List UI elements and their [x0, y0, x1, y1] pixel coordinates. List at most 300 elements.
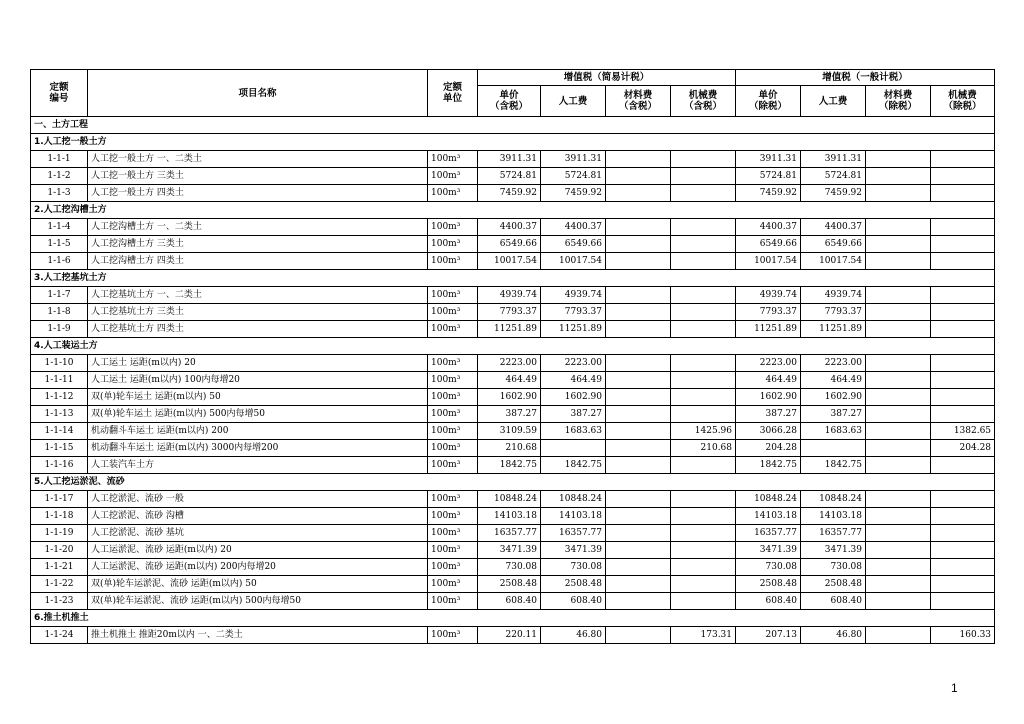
- cell-simple-unit-price: 10848.24: [478, 491, 541, 508]
- cell-simple-unit-price: 16357.77: [478, 525, 541, 542]
- cell-unit: 100m³: [428, 576, 478, 593]
- cell-general-unit-price: 464.49: [736, 372, 801, 389]
- cell-unit: 100m³: [428, 372, 478, 389]
- cell-simple-labor: 14103.18: [541, 508, 606, 525]
- cell-simple-machinery: [671, 168, 736, 185]
- cell-simple-labor: 11251.89: [541, 321, 606, 338]
- cell-simple-machinery: [671, 151, 736, 168]
- cell-general-unit-price: 5724.81: [736, 168, 801, 185]
- cell-general-material: [866, 372, 931, 389]
- cell-general-material: [866, 236, 931, 253]
- table-row: [31, 627, 995, 644]
- cell-unit: 100m³: [428, 304, 478, 321]
- cell-general-machinery: [931, 542, 995, 559]
- cell-simple-machinery: 210.68: [671, 440, 736, 457]
- cell-simple-material: [606, 168, 671, 185]
- cell-code: 1-1-3: [31, 185, 88, 202]
- cell-simple-machinery: [671, 253, 736, 270]
- section-header-row: [31, 610, 995, 627]
- cell-general-unit-price: 10017.54: [736, 253, 801, 270]
- section-title: 5.人工挖运淤泥、流砂: [31, 474, 995, 491]
- cell-general-unit-price: 1602.90: [736, 389, 801, 406]
- cell-name: 人工装汽车土方: [88, 457, 428, 474]
- table-row: [31, 576, 995, 593]
- cell-general-unit-price: 7793.37: [736, 304, 801, 321]
- cell-general-labor: 7459.92: [801, 185, 866, 202]
- cell-general-labor: 387.27: [801, 406, 866, 423]
- cell-general-labor: 2223.00: [801, 355, 866, 372]
- cell-simple-labor: 464.49: [541, 372, 606, 389]
- cell-general-material: [866, 185, 931, 202]
- table-row: [31, 236, 995, 253]
- cell-unit: 100m³: [428, 253, 478, 270]
- cell-simple-machinery: 1425.96: [671, 423, 736, 440]
- cell-general-material: [866, 593, 931, 610]
- cell-simple-unit-price: 3471.39: [478, 542, 541, 559]
- cell-general-material: [866, 304, 931, 321]
- cell-code: 1-1-17: [31, 491, 88, 508]
- cell-general-material: [866, 627, 931, 644]
- cell-simple-material: [606, 321, 671, 338]
- cell-simple-labor: 3911.31: [541, 151, 606, 168]
- cell-code: 1-1-8: [31, 304, 88, 321]
- cell-unit: 100m³: [428, 151, 478, 168]
- cell-general-machinery: [931, 151, 995, 168]
- cell-simple-machinery: [671, 287, 736, 304]
- cell-code: 1-1-7: [31, 287, 88, 304]
- cell-general-unit-price: 3911.31: [736, 151, 801, 168]
- cell-simple-material: [606, 236, 671, 253]
- cell-general-material: [866, 542, 931, 559]
- cell-simple-labor: 16357.77: [541, 525, 606, 542]
- cell-general-labor: 464.49: [801, 372, 866, 389]
- cell-code: 1-1-21: [31, 559, 88, 576]
- cell-general-machinery: [931, 304, 995, 321]
- cell-code: 1-1-1: [31, 151, 88, 168]
- cell-unit: 100m³: [428, 627, 478, 644]
- cell-simple-machinery: [671, 508, 736, 525]
- cell-simple-machinery: [671, 355, 736, 372]
- cell-simple-labor: 1602.90: [541, 389, 606, 406]
- cell-simple-unit-price: 5724.81: [478, 168, 541, 185]
- cell-simple-unit-price: 4939.74: [478, 287, 541, 304]
- section-header-row: [31, 338, 995, 355]
- header-unit: 定额 单位: [428, 70, 478, 117]
- cell-general-machinery: [931, 559, 995, 576]
- cell-general-labor: 4939.74: [801, 287, 866, 304]
- cell-name: 人工运淤泥、流砂 运距(m以内) 20: [88, 542, 428, 559]
- cell-simple-labor: 10017.54: [541, 253, 606, 270]
- table-row: [31, 440, 995, 457]
- cell-simple-unit-price: 7793.37: [478, 304, 541, 321]
- cell-general-machinery: [931, 508, 995, 525]
- cell-code: 1-1-9: [31, 321, 88, 338]
- cell-simple-unit-price: 220.11: [478, 627, 541, 644]
- cell-simple-labor: 10848.24: [541, 491, 606, 508]
- cell-general-labor: 1683.63: [801, 423, 866, 440]
- cell-general-material: [866, 440, 931, 457]
- section-header-row: [31, 202, 995, 219]
- cell-simple-material: [606, 389, 671, 406]
- cell-name: 双(单)轮车运土 运距(m以内) 50: [88, 389, 428, 406]
- cell-simple-labor: 7459.92: [541, 185, 606, 202]
- cell-simple-material: [606, 627, 671, 644]
- cell-general-machinery: [931, 287, 995, 304]
- section-title: 1.人工挖一般土方: [31, 134, 995, 151]
- cell-code: 1-1-5: [31, 236, 88, 253]
- cell-general-material: [866, 287, 931, 304]
- table-body: [31, 117, 995, 644]
- cell-general-labor: 608.40: [801, 593, 866, 610]
- cell-general-material: [866, 457, 931, 474]
- header-group-simple-tax: 增值税（简易计税）: [478, 70, 736, 86]
- cell-name: 人工挖淤泥、流砂 沟槽: [88, 508, 428, 525]
- cell-simple-material: [606, 440, 671, 457]
- cell-code: 1-1-14: [31, 423, 88, 440]
- cell-general-machinery: [931, 321, 995, 338]
- cell-general-labor: 6549.66: [801, 236, 866, 253]
- table-row: [31, 219, 995, 236]
- cell-name: 人工挖沟槽土方 三类土: [88, 236, 428, 253]
- cell-unit: 100m³: [428, 525, 478, 542]
- cell-general-machinery: 160.33: [931, 627, 995, 644]
- cell-name: 机动翻斗车运土 运距(m以内) 3000内每增200: [88, 440, 428, 457]
- cell-general-unit-price: 3066.28: [736, 423, 801, 440]
- cell-simple-labor: 3471.39: [541, 542, 606, 559]
- cell-name: 人工运土 运距(m以内) 20: [88, 355, 428, 372]
- cell-simple-unit-price: 210.68: [478, 440, 541, 457]
- cell-unit: 100m³: [428, 389, 478, 406]
- cell-general-labor: 1602.90: [801, 389, 866, 406]
- cell-simple-material: [606, 372, 671, 389]
- header-general-unit-price: 单价 （除税）: [736, 86, 801, 117]
- header-code: 定额 编号: [31, 70, 88, 117]
- header-simple-unit-price: 单价 （含税）: [478, 86, 541, 117]
- table-row: [31, 389, 995, 406]
- cell-simple-labor: 608.40: [541, 593, 606, 610]
- cell-unit: 100m³: [428, 219, 478, 236]
- cell-code: 1-1-16: [31, 457, 88, 474]
- cell-name: 人工挖一般土方 三类土: [88, 168, 428, 185]
- cell-simple-unit-price: 464.49: [478, 372, 541, 389]
- cell-simple-machinery: 173.31: [671, 627, 736, 644]
- table-row: [31, 321, 995, 338]
- quota-table: [30, 69, 995, 644]
- cell-general-machinery: 1382.65: [931, 423, 995, 440]
- cell-simple-material: [606, 355, 671, 372]
- cell-code: 1-1-22: [31, 576, 88, 593]
- cell-general-machinery: [931, 185, 995, 202]
- cell-code: 1-1-19: [31, 525, 88, 542]
- header-simple-material: 材料费 （含税）: [606, 86, 671, 117]
- cell-simple-machinery: [671, 457, 736, 474]
- cell-simple-material: [606, 185, 671, 202]
- cell-general-machinery: [931, 168, 995, 185]
- cell-simple-machinery: [671, 525, 736, 542]
- cell-general-unit-price: 2508.48: [736, 576, 801, 593]
- cell-simple-material: [606, 457, 671, 474]
- cell-simple-machinery: [671, 593, 736, 610]
- table-row: [31, 185, 995, 202]
- cell-general-machinery: [931, 355, 995, 372]
- cell-simple-labor: [541, 440, 606, 457]
- cell-name: 双(单)轮车运土 运距(m以内) 500内每增50: [88, 406, 428, 423]
- cell-general-unit-price: 204.28: [736, 440, 801, 457]
- cell-general-machinery: [931, 593, 995, 610]
- cell-simple-unit-price: 1602.90: [478, 389, 541, 406]
- cell-simple-labor: 7793.37: [541, 304, 606, 321]
- cell-simple-labor: 730.08: [541, 559, 606, 576]
- cell-name: 人工挖一般土方 一、二类土: [88, 151, 428, 168]
- cell-simple-machinery: [671, 219, 736, 236]
- header-general-machinery: 机械费 （除税）: [931, 86, 995, 117]
- cell-code: 1-1-24: [31, 627, 88, 644]
- section-title: 2.人工挖沟槽土方: [31, 202, 995, 219]
- cell-general-material: [866, 525, 931, 542]
- cell-simple-machinery: [671, 576, 736, 593]
- cell-unit: 100m³: [428, 355, 478, 372]
- cell-general-machinery: [931, 576, 995, 593]
- cell-name: 人工挖基坑土方 四类土: [88, 321, 428, 338]
- cell-code: 1-1-11: [31, 372, 88, 389]
- cell-general-material: [866, 389, 931, 406]
- cell-name: 人工运土 运距(m以内) 100内每增20: [88, 372, 428, 389]
- cell-code: 1-1-15: [31, 440, 88, 457]
- cell-general-unit-price: 7459.92: [736, 185, 801, 202]
- cell-simple-unit-price: 608.40: [478, 593, 541, 610]
- cell-code: 1-1-23: [31, 593, 88, 610]
- table-row: [31, 287, 995, 304]
- cell-general-machinery: [931, 253, 995, 270]
- cell-unit: 100m³: [428, 321, 478, 338]
- cell-general-labor: 3471.39: [801, 542, 866, 559]
- cell-simple-unit-price: 387.27: [478, 406, 541, 423]
- cell-simple-labor: 4400.37: [541, 219, 606, 236]
- cell-simple-material: [606, 253, 671, 270]
- cell-simple-material: [606, 559, 671, 576]
- cell-general-machinery: [931, 491, 995, 508]
- cell-simple-unit-price: 2508.48: [478, 576, 541, 593]
- cell-general-labor: 730.08: [801, 559, 866, 576]
- cell-general-labor: [801, 440, 866, 457]
- cell-general-material: [866, 559, 931, 576]
- cell-general-labor: 11251.89: [801, 321, 866, 338]
- cell-code: 1-1-20: [31, 542, 88, 559]
- cell-simple-labor: 4939.74: [541, 287, 606, 304]
- cell-general-unit-price: 1842.75: [736, 457, 801, 474]
- cell-simple-material: [606, 542, 671, 559]
- cell-simple-machinery: [671, 542, 736, 559]
- cell-name: 双(单)轮车运淤泥、流砂 运距(m以内) 500内每增50: [88, 593, 428, 610]
- cell-unit: 100m³: [428, 440, 478, 457]
- cell-general-unit-price: 4939.74: [736, 287, 801, 304]
- cell-simple-material: [606, 151, 671, 168]
- cell-simple-material: [606, 423, 671, 440]
- cell-name: 机动翻斗车运土 运距(m以内) 200: [88, 423, 428, 440]
- cell-general-material: [866, 491, 931, 508]
- cell-simple-unit-price: 730.08: [478, 559, 541, 576]
- cell-code: 1-1-6: [31, 253, 88, 270]
- section-title: 3.人工挖基坑土方: [31, 270, 995, 287]
- cell-unit: 100m³: [428, 185, 478, 202]
- cell-general-material: [866, 576, 931, 593]
- section-header-row: [31, 270, 995, 287]
- cell-unit: 100m³: [428, 542, 478, 559]
- table-row: [31, 304, 995, 321]
- cell-simple-material: [606, 287, 671, 304]
- cell-code: 1-1-12: [31, 389, 88, 406]
- cell-simple-unit-price: 7459.92: [478, 185, 541, 202]
- cell-simple-machinery: [671, 559, 736, 576]
- cell-general-unit-price: 3471.39: [736, 542, 801, 559]
- cell-code: 1-1-4: [31, 219, 88, 236]
- cell-simple-labor: 46.80: [541, 627, 606, 644]
- cell-simple-machinery: [671, 389, 736, 406]
- cell-simple-machinery: [671, 406, 736, 423]
- table-row: [31, 559, 995, 576]
- cell-general-material: [866, 508, 931, 525]
- cell-unit: 100m³: [428, 593, 478, 610]
- cell-simple-labor: 6549.66: [541, 236, 606, 253]
- cell-code: 1-1-2: [31, 168, 88, 185]
- cell-name: 人工挖淤泥、流砂 基坑: [88, 525, 428, 542]
- cell-general-labor: 7793.37: [801, 304, 866, 321]
- table-row: [31, 372, 995, 389]
- cell-simple-material: [606, 219, 671, 236]
- cell-unit: 100m³: [428, 559, 478, 576]
- cell-name: 人工运淤泥、流砂 运距(m以内) 200内每增20: [88, 559, 428, 576]
- table-row: [31, 508, 995, 525]
- cell-name: 人工挖沟槽土方 一、二类土: [88, 219, 428, 236]
- table-row: [31, 355, 995, 372]
- cell-unit: 100m³: [428, 508, 478, 525]
- cell-simple-labor: 1842.75: [541, 457, 606, 474]
- table-row: [31, 457, 995, 474]
- cell-name: 推土机推土 推距20m以内 一、二类土: [88, 627, 428, 644]
- cell-unit: 100m³: [428, 457, 478, 474]
- cell-simple-unit-price: 2223.00: [478, 355, 541, 372]
- cell-simple-material: [606, 406, 671, 423]
- page-number: 1: [951, 681, 958, 695]
- cell-unit: 100m³: [428, 423, 478, 440]
- cell-simple-material: [606, 491, 671, 508]
- cell-simple-material: [606, 508, 671, 525]
- cell-general-labor: 1842.75: [801, 457, 866, 474]
- cell-general-unit-price: 730.08: [736, 559, 801, 576]
- section-header-row: [31, 474, 995, 491]
- cell-general-material: [866, 219, 931, 236]
- header-general-labor: 人工费: [801, 86, 866, 117]
- cell-simple-material: [606, 304, 671, 321]
- cell-general-labor: 14103.18: [801, 508, 866, 525]
- cell-simple-unit-price: 4400.37: [478, 219, 541, 236]
- cell-general-labor: 5724.81: [801, 168, 866, 185]
- cell-simple-labor: 5724.81: [541, 168, 606, 185]
- cell-general-labor: 3911.31: [801, 151, 866, 168]
- header-simple-labor: 人工费: [541, 86, 606, 117]
- cell-general-material: [866, 168, 931, 185]
- cell-code: 1-1-18: [31, 508, 88, 525]
- cell-general-material: [866, 321, 931, 338]
- section-header-row: [31, 134, 995, 151]
- table-row: [31, 406, 995, 423]
- section-title: 6.推土机推土: [31, 610, 995, 627]
- cell-simple-unit-price: 10017.54: [478, 253, 541, 270]
- cell-unit: 100m³: [428, 236, 478, 253]
- table-row: [31, 525, 995, 542]
- cell-general-machinery: [931, 406, 995, 423]
- section-header-row: [31, 117, 995, 134]
- header-general-material: 材料费 （除税）: [866, 86, 931, 117]
- cell-general-material: [866, 151, 931, 168]
- cell-general-material: [866, 423, 931, 440]
- cell-unit: 100m³: [428, 287, 478, 304]
- cell-simple-labor: 2508.48: [541, 576, 606, 593]
- cell-simple-machinery: [671, 304, 736, 321]
- cell-name: 双(单)轮车运淤泥、流砂 运距(m以内) 50: [88, 576, 428, 593]
- cell-simple-labor: 387.27: [541, 406, 606, 423]
- cell-general-unit-price: 4400.37: [736, 219, 801, 236]
- cell-simple-material: [606, 576, 671, 593]
- cell-simple-unit-price: 1842.75: [478, 457, 541, 474]
- cell-general-unit-price: 2223.00: [736, 355, 801, 372]
- cell-general-machinery: 204.28: [931, 440, 995, 457]
- cell-name: 人工挖基坑土方 一、二类土: [88, 287, 428, 304]
- cell-simple-machinery: [671, 372, 736, 389]
- cell-general-machinery: [931, 525, 995, 542]
- table-row: [31, 151, 995, 168]
- cell-simple-material: [606, 593, 671, 610]
- cell-unit: 100m³: [428, 491, 478, 508]
- cell-simple-unit-price: 6549.66: [478, 236, 541, 253]
- cell-general-unit-price: 207.13: [736, 627, 801, 644]
- cell-simple-machinery: [671, 185, 736, 202]
- cell-simple-unit-price: 11251.89: [478, 321, 541, 338]
- header-name: 项目名称: [88, 70, 428, 117]
- cell-simple-unit-price: 3911.31: [478, 151, 541, 168]
- cell-name: 人工挖淤泥、流砂 一般: [88, 491, 428, 508]
- cell-code: 1-1-13: [31, 406, 88, 423]
- table-row: [31, 491, 995, 508]
- cell-general-unit-price: 608.40: [736, 593, 801, 610]
- header-group-general-tax: 增值税（一般计税）: [736, 70, 995, 86]
- table-row: [31, 168, 995, 185]
- cell-simple-unit-price: 14103.18: [478, 508, 541, 525]
- header-simple-machinery: 机械费 （含税）: [671, 86, 736, 117]
- table-row: [31, 423, 995, 440]
- section-title: 一、土方工程: [31, 117, 995, 134]
- cell-general-machinery: [931, 372, 995, 389]
- cell-general-unit-price: 11251.89: [736, 321, 801, 338]
- cell-general-unit-price: 16357.77: [736, 525, 801, 542]
- cell-name: 人工挖一般土方 四类土: [88, 185, 428, 202]
- cell-unit: 100m³: [428, 406, 478, 423]
- cell-simple-machinery: [671, 321, 736, 338]
- cell-general-machinery: [931, 219, 995, 236]
- cell-general-labor: 16357.77: [801, 525, 866, 542]
- table-row: [31, 542, 995, 559]
- cell-general-machinery: [931, 236, 995, 253]
- cell-name: 人工挖基坑土方 三类土: [88, 304, 428, 321]
- cell-general-unit-price: 387.27: [736, 406, 801, 423]
- cell-simple-labor: 1683.63: [541, 423, 606, 440]
- cell-name: 人工挖沟槽土方 四类土: [88, 253, 428, 270]
- cell-general-unit-price: 6549.66: [736, 236, 801, 253]
- cell-general-labor: 10848.24: [801, 491, 866, 508]
- cell-simple-material: [606, 525, 671, 542]
- cell-code: 1-1-10: [31, 355, 88, 372]
- cell-general-unit-price: 10848.24: [736, 491, 801, 508]
